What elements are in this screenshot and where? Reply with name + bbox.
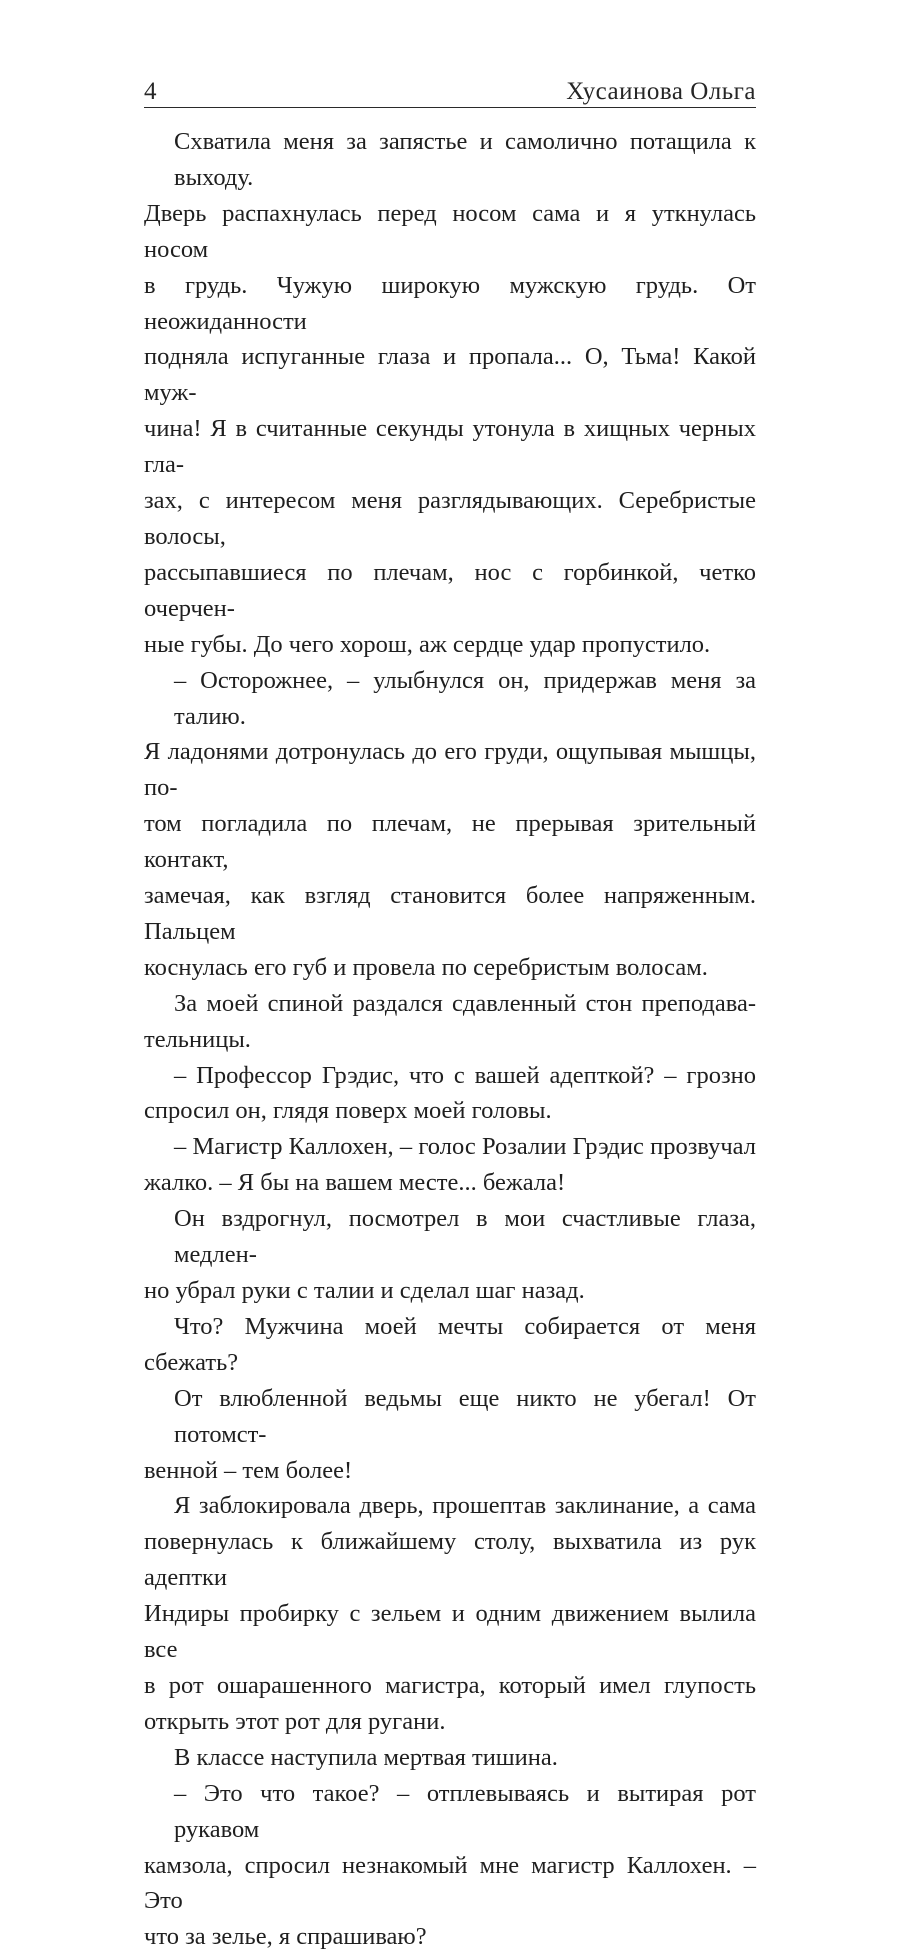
text-line: – Это что такое? – отплевываясь и вытирая рот рукавом bbox=[174, 1779, 756, 1843]
text-line: – Профессор Грэдис, что с вашей адепткой? – грозно bbox=[174, 1061, 756, 1089]
text-line: Я ладонями дотронулась до его груди, ощупывая мышцы, по- bbox=[144, 738, 756, 802]
paragraph bbox=[144, 124, 756, 663]
text-line: венной – тем более! bbox=[144, 1456, 353, 1484]
text-line: рассыпавшиеся по плечам, нос с горбинкой, четко очерчен- bbox=[144, 558, 756, 622]
paragraph bbox=[144, 1740, 756, 1776]
paragraph bbox=[144, 1309, 756, 1381]
text-line: коснулась его губ и провела по серебристым волосам. bbox=[144, 953, 708, 981]
text-line: В классе наступила мертвая тишина. bbox=[174, 1743, 558, 1771]
paragraph bbox=[144, 663, 756, 986]
text-line: открыть этот рот для ругани. bbox=[144, 1707, 446, 1735]
text-line: чина! Я в считанные секунды утонула в хищных черных гла- bbox=[144, 415, 756, 479]
text-line: камзола, спросил незнакомый мне магистр Каллохен. – Это bbox=[144, 1851, 756, 1915]
text-line: – Магистр Каллохен, – голос Розалии Грэдис прозвучал bbox=[174, 1133, 756, 1161]
text-line: спросил он, глядя поверх моей головы. bbox=[144, 1097, 552, 1125]
text-line: Индиры пробирку с зельем и одним движением вылила все bbox=[144, 1600, 756, 1664]
text-line: Я заблокировала дверь, прошептав заклинание, а сама bbox=[174, 1492, 756, 1520]
body-text bbox=[144, 124, 756, 1955]
header-rule bbox=[144, 107, 756, 108]
text-line: тельницы. bbox=[144, 1025, 251, 1053]
paragraph bbox=[144, 1058, 756, 1130]
text-line: За моей спиной раздался сдавленный стон преподава- bbox=[174, 989, 756, 1017]
paragraph bbox=[144, 1201, 756, 1309]
text-line: но убрал руки с талии и сделал шаг назад. bbox=[144, 1277, 585, 1304]
text-line: Он вздрогнул, посмотрел в мои счастливые глаза, медлен- bbox=[174, 1205, 756, 1269]
running-head bbox=[144, 66, 756, 106]
text-line: От влюбленной ведьмы еще никто не убегал! От потомст- bbox=[174, 1384, 756, 1448]
paragraph bbox=[144, 1381, 756, 1489]
text-line: замечая, как взгляд становится более напряженным. Пальцем bbox=[144, 882, 756, 945]
text-line: что за зелье, я спрашиваю? bbox=[144, 1923, 427, 1951]
text-line: Дверь распахнулась перед носом сама и я уткнулась носом bbox=[144, 199, 756, 263]
text-line: в грудь. Чужую широкую мужскую грудь. От неожиданности bbox=[144, 271, 756, 335]
author-name: Хусаинова Ольга bbox=[566, 78, 756, 105]
page-number: 4 bbox=[144, 78, 157, 105]
text-line: том погладила по плечам, не прерывая зрительный контакт, bbox=[144, 810, 756, 874]
text-line: Что? Мужчина моей мечты собирается от меня сбежать? bbox=[144, 1312, 756, 1376]
text-line: Схватила меня за запястье и самолично потащила к выходу. bbox=[174, 128, 756, 191]
text-line: зах, с интересом меня разглядывающих. Серебристые волосы, bbox=[144, 487, 756, 550]
text-line: в рот ошарашенного магистра, который имел глупость bbox=[144, 1671, 756, 1699]
text-line: – Осторожнее, – улыбнулся он, придержав меня за талию. bbox=[174, 666, 756, 730]
paragraph bbox=[144, 1488, 756, 1739]
text-line: повернулась к ближайшему столу, выхватила из рук адептки bbox=[144, 1528, 756, 1592]
text-line: подняла испуганные глаза и пропала... О, Тьма! Какой муж- bbox=[144, 343, 756, 407]
paragraph bbox=[144, 1129, 756, 1201]
text-line: жалко. – Я бы на вашем месте... бежала! bbox=[144, 1169, 566, 1197]
paragraph bbox=[144, 1776, 756, 1955]
paragraph bbox=[144, 986, 756, 1058]
text-line: ные губы. До чего хорош, аж сердце удар пропустило. bbox=[144, 630, 711, 658]
